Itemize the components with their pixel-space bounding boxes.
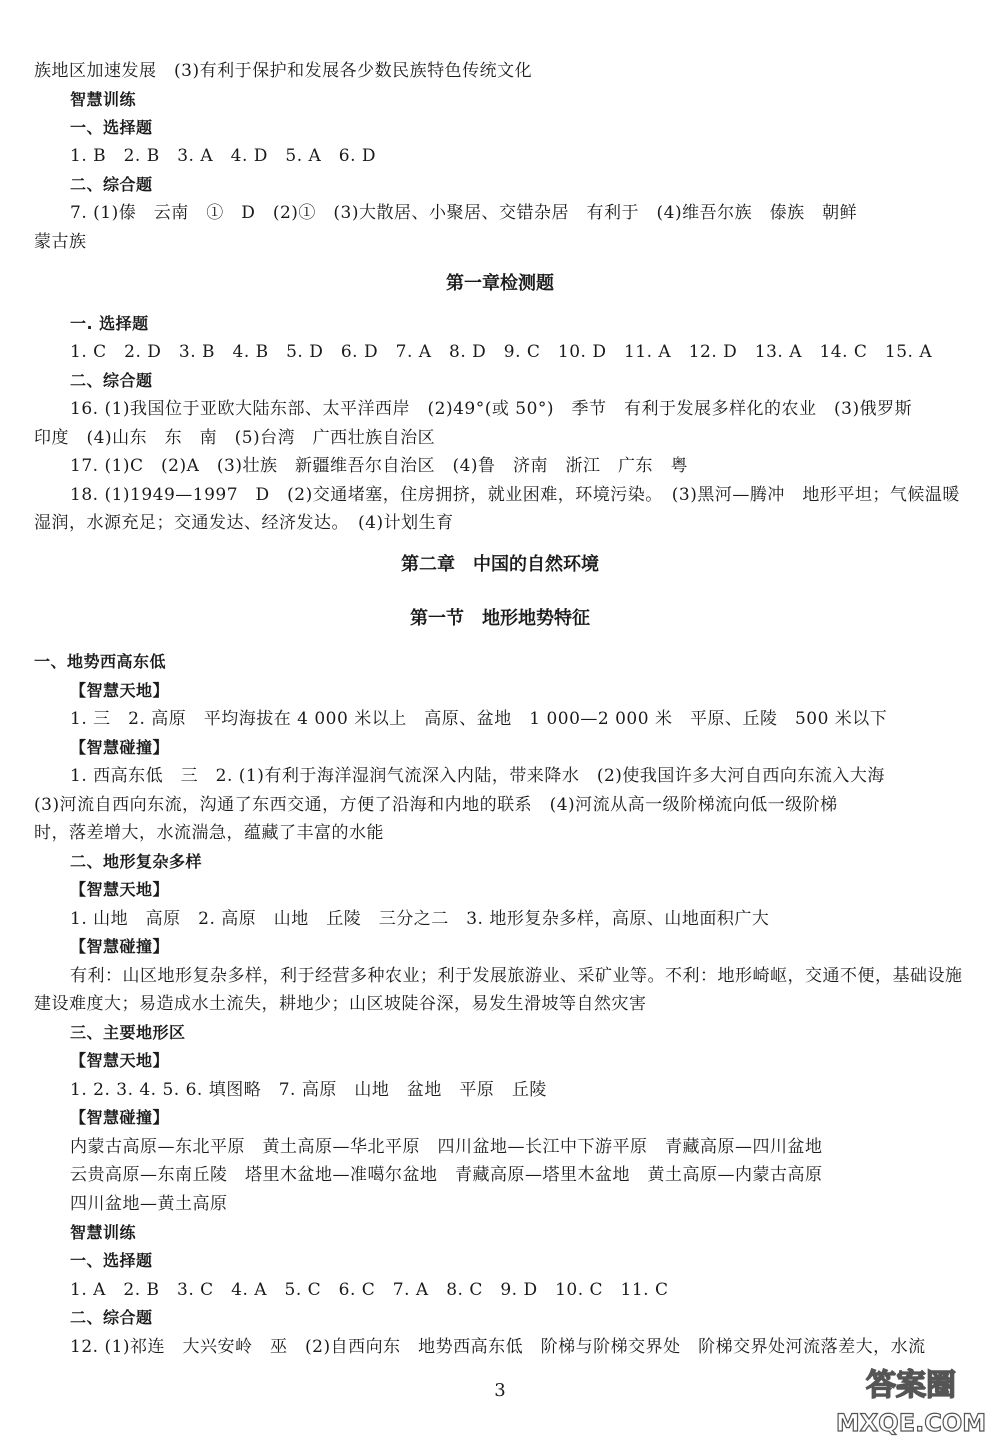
answer-line: 1. 2. 3. 4. 5. 6. 填图略 7. 高原 山地 盆地 平原 丘陵 xyxy=(70,1080,547,1100)
answer-line: 建设难度大；易造成水土流失，耕地少；山区坡陡谷深，易发生滑坡等自然灾害 xyxy=(34,994,647,1014)
answer-line: 16. (1)我国位于亚欧大陆东部、太平洋西岸 (2)49°(或 50°) 季节 有利于发展多样化的农业 (3)俄罗斯 xyxy=(70,399,913,419)
watermark-url: MXQE.COM xyxy=(836,1409,986,1437)
answer-line: 蒙古族 xyxy=(34,232,87,252)
heading-training: 智慧训练 xyxy=(70,90,137,109)
heading-comprehensive: 二、综合题 xyxy=(70,371,153,390)
watermark-text: 答案圈 xyxy=(866,1368,956,1403)
heading-choice: 一. 选择题 xyxy=(70,314,149,333)
answer-line: 云贵高原—东南丘陵 塔里木盆地—准噶尔盆地 青藏高原—塔里木盆地 黄土高原—内蒙古高原 xyxy=(70,1165,823,1185)
answer-line: (3)河流自西向东流，沟通了东西交通，方便了沿海和内地的联系 (4)河流从高一级阶梯流向低一级阶梯 xyxy=(34,795,838,815)
answer-line: 时，落差增大，水流湍急，蕴藏了丰富的水能 xyxy=(34,823,384,843)
subheading: 三、主要地形区 xyxy=(70,1023,186,1042)
heading-choice: 一、选择题 xyxy=(70,1251,153,1270)
answer-line: 1. 山地 高原 2. 高原 山地 丘陵 三分之二 3. 地形复杂多样，高原、山地面积广大 xyxy=(70,909,770,929)
answer-line: 内蒙古高原—东北平原 黄土高原—华北平原 四川盆地—长江中下游平原 青藏高原—四川盆地 xyxy=(70,1137,823,1157)
answer-line: 印度 (4)山东 东 南 (5)台湾 广西壮族自治区 xyxy=(34,428,436,448)
heading-comprehensive: 二、综合题 xyxy=(70,175,153,194)
subheading: 【智慧天地】 xyxy=(70,1051,170,1070)
answer-line: 湿润，水源充足；交通发达、经济发达。 (4)计划生育 xyxy=(34,513,454,533)
heading-training: 智慧训练 xyxy=(70,1223,137,1242)
section-title: 第一章检测题 xyxy=(446,273,554,294)
subheading: 【智慧碰撞】 xyxy=(70,1108,170,1127)
answer-line: 1. 三 2. 高原 平均海拔在 4 000 米以上 高原、盆地 1 000—2 000 米 平原、丘陵 500 米以下 xyxy=(70,709,888,729)
subheading: 【智慧碰撞】 xyxy=(70,738,170,757)
subheading: 二、地形复杂多样 xyxy=(70,852,203,871)
subheading: 【智慧碰撞】 xyxy=(70,937,170,956)
heading-comprehensive: 二、综合题 xyxy=(70,1308,153,1327)
subheading: 【智慧天地】 xyxy=(70,880,170,899)
heading-choice: 一、选择题 xyxy=(70,118,153,137)
subheading: 【智慧天地】 xyxy=(70,681,170,700)
subheading: 一、地势西高东低 xyxy=(34,652,167,671)
text-line: 族地区加速发展 (3)有利于保护和发展各少数民族特色传统文化 xyxy=(34,61,533,81)
answer-line: 1. A 2. B 3. C 4. A 5. C 6. C 7. A 8. C 9. D 10. C 11. C xyxy=(70,1280,669,1300)
answer-line: 1. 西高东低 三 2. (1)有利于海洋湿润气流深入内陆，带来降水 (2)使我国许多大河自西向东流入大海 xyxy=(70,766,885,786)
answer-line: 12. (1)祁连 大兴安岭 巫 (2)自西向东 地势西高东低 阶梯与阶梯交界处 阶梯交界处河流落差大，水流 xyxy=(70,1337,926,1357)
chapter-title: 第二章 中国的自然环境 xyxy=(401,554,599,575)
section-title: 第一节 地形地势特征 xyxy=(410,608,590,629)
answer-line: 18. (1)1949—1997 D (2)交通堵塞，住房拥挤，就业困难，环境污染。 (3)黑河—腾冲 地形平坦；气候温暖 xyxy=(70,485,960,505)
answer-line: 7. (1)傣 云南 ① D (2)① (3)大散居、小聚居、交错杂居 有利于 (4)维吾尔族 傣族 朝鲜 xyxy=(70,203,858,223)
answer-line: 四川盆地—黄土高原 xyxy=(70,1194,228,1214)
answer-line: 有利：山区地形复杂多样，利于经营多种农业；利于发展旅游业、采矿业等。不利：地形崎岖，交通不便，基础设施 xyxy=(70,966,963,986)
page-number: 3 xyxy=(494,1380,506,1401)
answer-line: 1. C 2. D 3. B 4. B 5. D 6. D 7. A 8. D 9. C 10. D 11. A 12. D 13. A 14. C 15. A xyxy=(70,342,933,362)
answer-line: 17. (1)C (2)A (3)壮族 新疆维吾尔自治区 (4)鲁 济南 浙江 广东 粤 xyxy=(70,456,689,476)
watermark-logo xyxy=(836,1359,986,1439)
answer-line: 1. B 2. B 3. A 4. D 5. A 6. D xyxy=(70,146,377,166)
